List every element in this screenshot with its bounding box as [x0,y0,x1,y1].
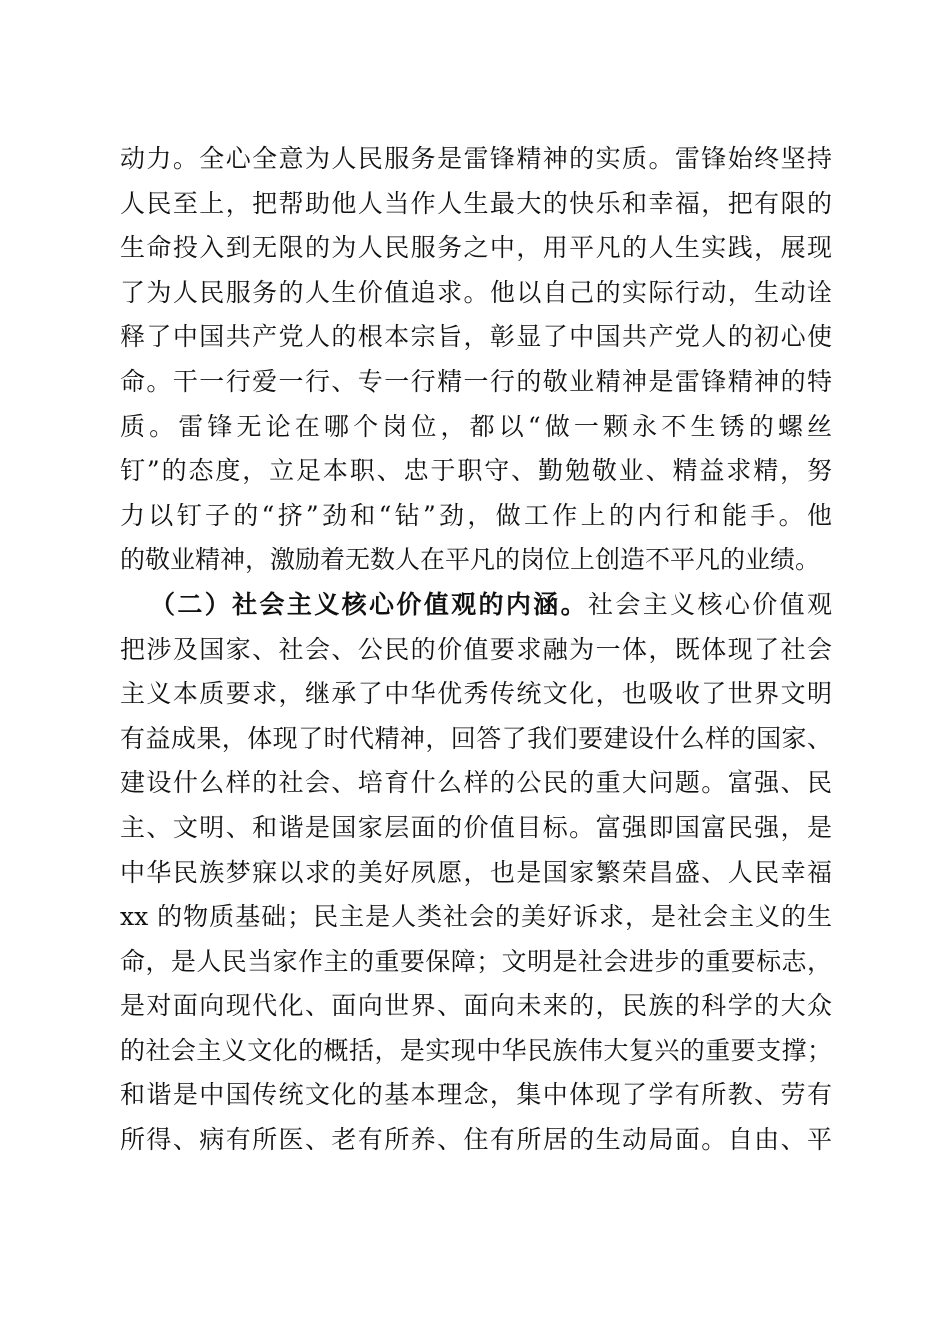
paragraph-lei-feng-spirit [120,137,832,583]
text-run: 社会主义核心价值观 [587,589,832,619]
text-line: 生命投入到无限的为人民服务之中，用平凡的人生实践，展现 [120,233,832,263]
text-line: 把涉及国家、社会、公民的价值要求融为一体，既体现了社会 [120,634,832,664]
text-line: xx 的物质基础；民主是人类社会的美好诉求，是社会主义的生 [120,902,832,932]
text-line: 主、文明、和谐是国家层面的价值目标。富强即国富民强，是 [120,812,832,842]
text-line: 的敬业精神，激励着无数人在平凡的岗位上创造不平凡的业绩。 [120,545,821,575]
text-line: 命，是人民当家作主的重要保障；文明是社会进步的重要标志， [120,946,832,976]
text-line: 命。干一行爱一行、专一行精一行的敬业精神是雷锋精神的特 [120,366,832,396]
paragraph-core-values [120,583,832,1163]
text-line: 动力。全心全意为人民服务是雷锋精神的实质。雷锋始终坚持 [120,144,832,173]
section-heading: （二）社会主义核心价值观的内涵。 [150,589,588,619]
text-line: 有益成果，体现了时代精神，回答了我们要建设什么样的国家、 [120,723,832,753]
text-line: 释了中国共产党人的根本宗旨，彰显了中国共产党人的初心使 [120,322,832,352]
paragraph-first-line [120,583,832,628]
text-line: 所得、病有所医、老有所养、住有所居的生动局面。自由、平 [120,1125,832,1155]
text-line: 了为人民服务的人生价值追求。他以自己的实际行动，生动诠 [120,277,832,307]
body-text [120,137,832,1163]
text-line: 质。雷锋无论在哪个岗位，都以“做一颗永不生锈的螺丝 [120,411,832,441]
text-line: 的社会主义文化的概括，是实现中华民族伟大复兴的重要支撑； [120,1035,832,1065]
text-line: 和谐是中国传统文化的基本理念，集中体现了学有所教、劳有 [120,1080,832,1110]
text-line: 钉”的态度，立足本职、忠于职守、勤勉敬业、精益求精，努 [120,456,832,486]
text-line: 建设什么样的社会、培育什么样的公民的重大问题。富强、民 [120,768,832,798]
text-line: 主义本质要求，继承了中华优秀传统文化，也吸收了世界文明 [120,679,832,709]
text-line: 人民至上，把帮助他人当作人生最大的快乐和幸福，把有限的 [120,188,832,218]
text-line: 是对面向现代化、面向世界、面向未来的，民族的科学的大众 [120,991,832,1021]
text-line: 力以钉子的“挤”劲和“钻”劲，做工作上的内行和能手。他 [120,500,832,530]
text-line: 中华民族梦寐以求的美好夙愿，也是国家繁荣昌盛、人民幸福 [120,857,832,887]
